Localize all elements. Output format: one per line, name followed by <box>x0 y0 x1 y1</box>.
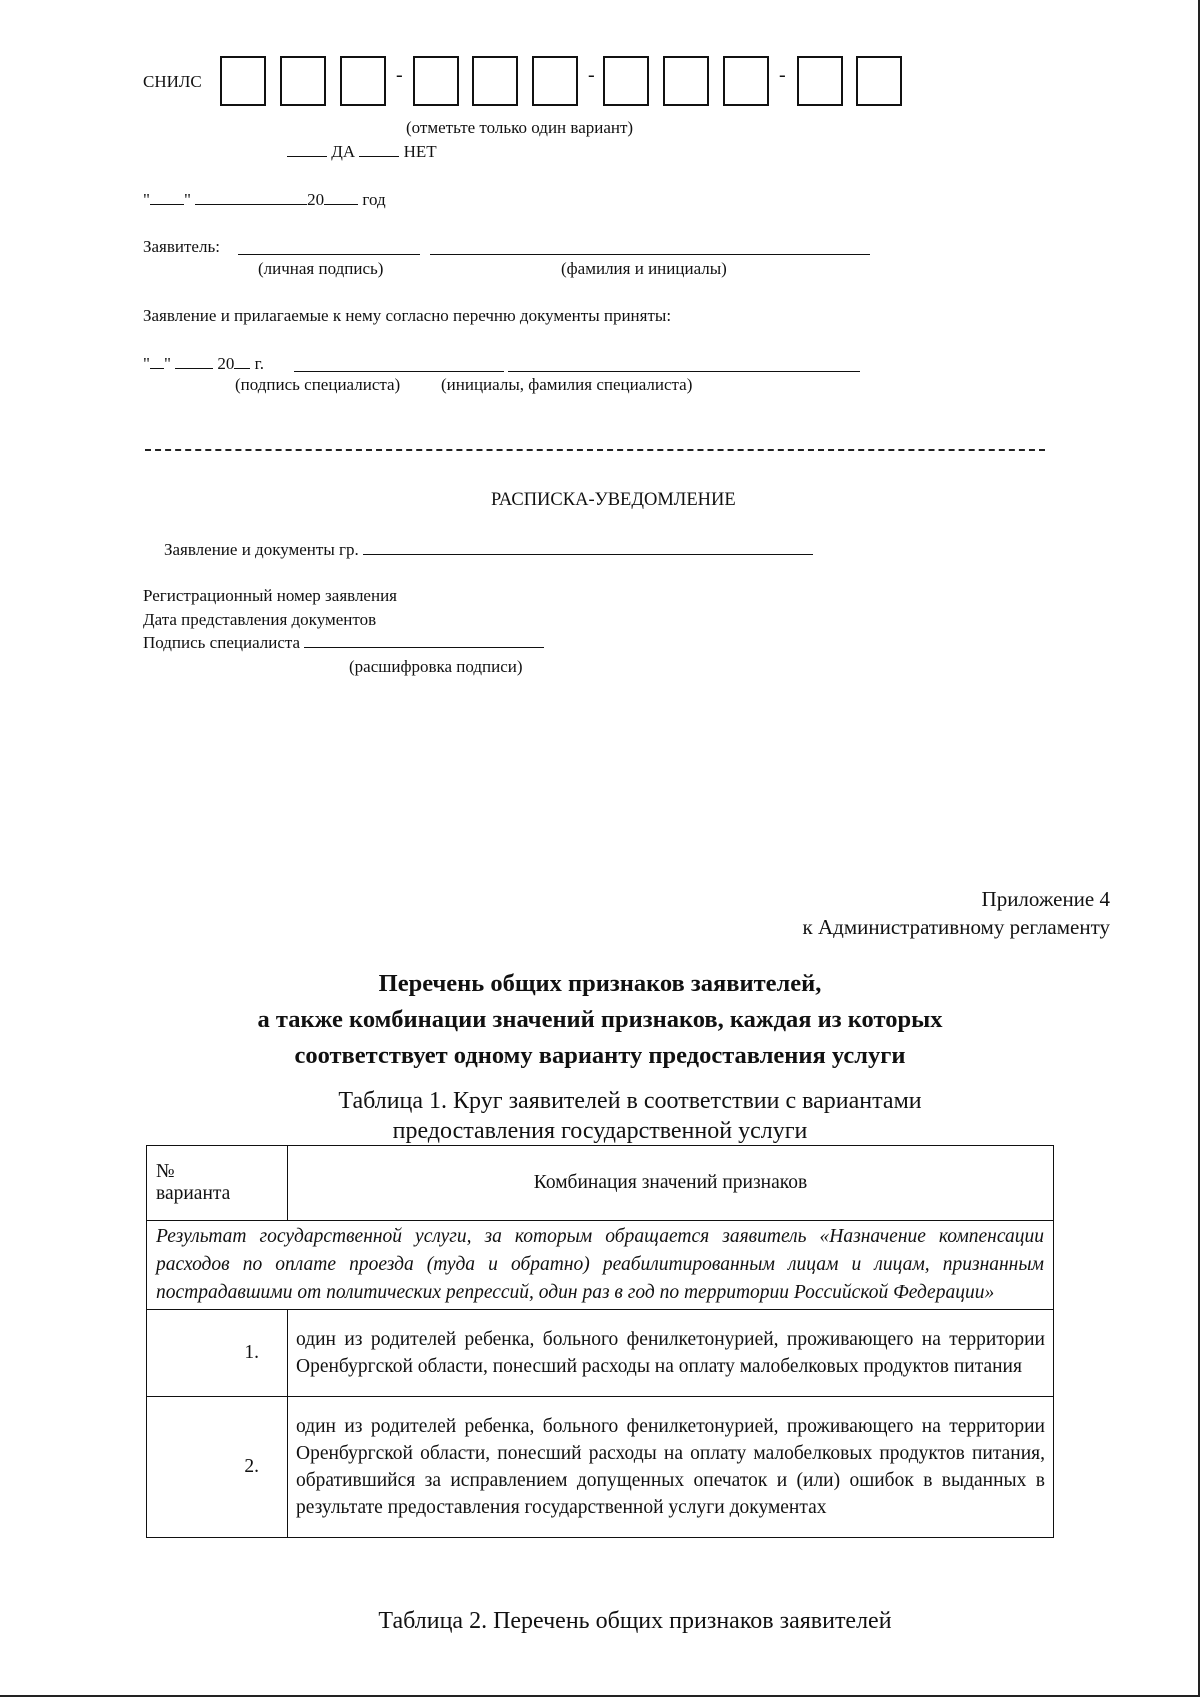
snils-digit-box[interactable] <box>723 56 769 106</box>
applicant-date <box>143 190 386 210</box>
surname-line[interactable] <box>430 254 870 255</box>
snils-digit-box[interactable] <box>532 56 578 106</box>
day-field[interactable] <box>150 368 164 369</box>
signature-decoding-caption: (расшифровка подписи) <box>349 657 523 676</box>
main-title-line3: соответствует одному варианту предоставления услуги <box>294 1042 906 1069</box>
table1 <box>146 1145 1054 1538</box>
snils-dash: - <box>588 64 595 86</box>
day-field[interactable] <box>150 204 184 205</box>
table-row <box>147 1397 1054 1538</box>
specialist-signature-caption: (подпись специалиста) <box>235 375 401 394</box>
receipt-submission-date: Дата представления документов <box>143 610 377 629</box>
snils-digit-box[interactable] <box>603 56 649 106</box>
cut-line <box>145 449 1045 451</box>
no-mark-field[interactable] <box>359 156 399 157</box>
receipt-specialist-signature <box>143 633 544 653</box>
snils-digit-box[interactable] <box>663 56 709 106</box>
year-prefix: 20 <box>307 190 325 209</box>
receipt-title: РАСПИСКА-УВЕДОМЛЕНИЕ <box>491 490 736 510</box>
personal-signature-line[interactable] <box>238 254 420 255</box>
quote-open: " <box>143 354 150 373</box>
year-suffix: год <box>362 190 386 209</box>
year-field[interactable] <box>324 204 358 205</box>
quote-close: " <box>163 354 171 373</box>
snils-digit-box[interactable] <box>797 56 843 106</box>
accepted-date <box>143 354 264 374</box>
snils-digit-box[interactable] <box>413 56 459 106</box>
year-suffix: г. <box>254 354 264 373</box>
snils-digit-box[interactable] <box>280 56 326 106</box>
snils-digit-box[interactable] <box>340 56 386 106</box>
yes-no-choice <box>287 142 437 162</box>
no-label: НЕТ <box>403 142 437 161</box>
receipt-specialist-label: Подпись специалиста <box>143 633 301 652</box>
specialist-signature-line[interactable] <box>294 371 504 372</box>
specialist-signature-field[interactable] <box>304 647 544 648</box>
citizen-name-field[interactable] <box>363 554 813 555</box>
table-header-row <box>147 1146 1054 1221</box>
receipt-documents-label: Заявление и документы гр. <box>164 540 359 559</box>
snils-digit-box[interactable] <box>472 56 518 106</box>
receipt-documents-line <box>164 540 813 560</box>
month-field[interactable] <box>195 204 307 205</box>
snils-digit-box[interactable] <box>220 56 266 106</box>
surname-initials-caption: (фамилия и инициалы) <box>561 259 727 278</box>
header-combination: Комбинация значений признаков <box>288 1146 1054 1221</box>
snils-dash: - <box>779 64 786 86</box>
table1-caption-line2: предоставления государственной услуги <box>392 1118 808 1144</box>
specialist-initials-line[interactable] <box>508 371 860 372</box>
snils-dash: - <box>396 64 403 86</box>
variant-combination: один из родителей ребенка, больного фенилкетонурией, проживающего на территории Оренбургской области, понесший расходы на оплату малобелковых продуктов питания <box>288 1310 1054 1397</box>
month-field[interactable] <box>175 368 213 369</box>
accepted-text: Заявление и прилагаемые к нему согласно перечню документы приняты: <box>143 306 672 325</box>
header-num-symbol: № <box>156 1161 175 1182</box>
year-prefix: 20 <box>217 354 235 373</box>
snils-label: СНИЛС <box>143 72 202 91</box>
quote-close: " <box>183 190 191 209</box>
snils-digit-box[interactable] <box>856 56 902 106</box>
appendix-number: Приложение 4 <box>981 887 1110 911</box>
appendix-regulation: к Административному регламенту <box>802 915 1110 939</box>
header-variant-number <box>147 1146 288 1221</box>
variant-number: 2. <box>147 1397 288 1538</box>
table2-caption: Таблица 2. Перечень общих признаков заявителей <box>378 1608 892 1634</box>
variant-combination: один из родителей ребенка, больного фенилкетонурией, проживающего на территории Оренбургской области, понесший расходы на оплату малобелковых продуктов питания, обратившийся за исправлением допущенных опечаток и (или) ошибок в выданных в результате предоставления государственной услуги документах <box>288 1397 1054 1538</box>
yes-mark-field[interactable] <box>287 156 327 157</box>
quote-open: " <box>143 190 150 209</box>
year-field[interactable] <box>234 368 250 369</box>
table1-caption-line1: Таблица 1. Круг заявителей в соответствии с вариантами <box>338 1088 922 1114</box>
yes-label: ДА <box>331 142 356 161</box>
choose-note: (отметьте только один вариант) <box>406 118 634 137</box>
specialist-initials-caption: (инициалы, фамилия специалиста) <box>441 375 693 394</box>
result-text: Результат государственной услуги, за которым обращается заявитель «Назначение компенсации расходов по оплате проезда (туда и обратно) реабилитированным лицам и лицам, признанным пострадавшими от политических репрессий, один раз в год по территории Российской Федерации» <box>147 1221 1054 1310</box>
main-title-line1: Перечень общих признаков заявителей, <box>378 970 822 997</box>
applicant-label: Заявитель: <box>143 237 220 256</box>
result-row <box>147 1221 1054 1310</box>
main-title-line2: а также комбинации значений признаков, каждая из которых <box>257 1006 943 1033</box>
header-num-word: варианта <box>156 1183 231 1204</box>
table-row <box>147 1310 1054 1397</box>
personal-signature-caption: (личная подпись) <box>258 259 384 278</box>
variant-number: 1. <box>147 1310 288 1397</box>
receipt-reg-number: Регистрационный номер заявления <box>143 586 397 605</box>
